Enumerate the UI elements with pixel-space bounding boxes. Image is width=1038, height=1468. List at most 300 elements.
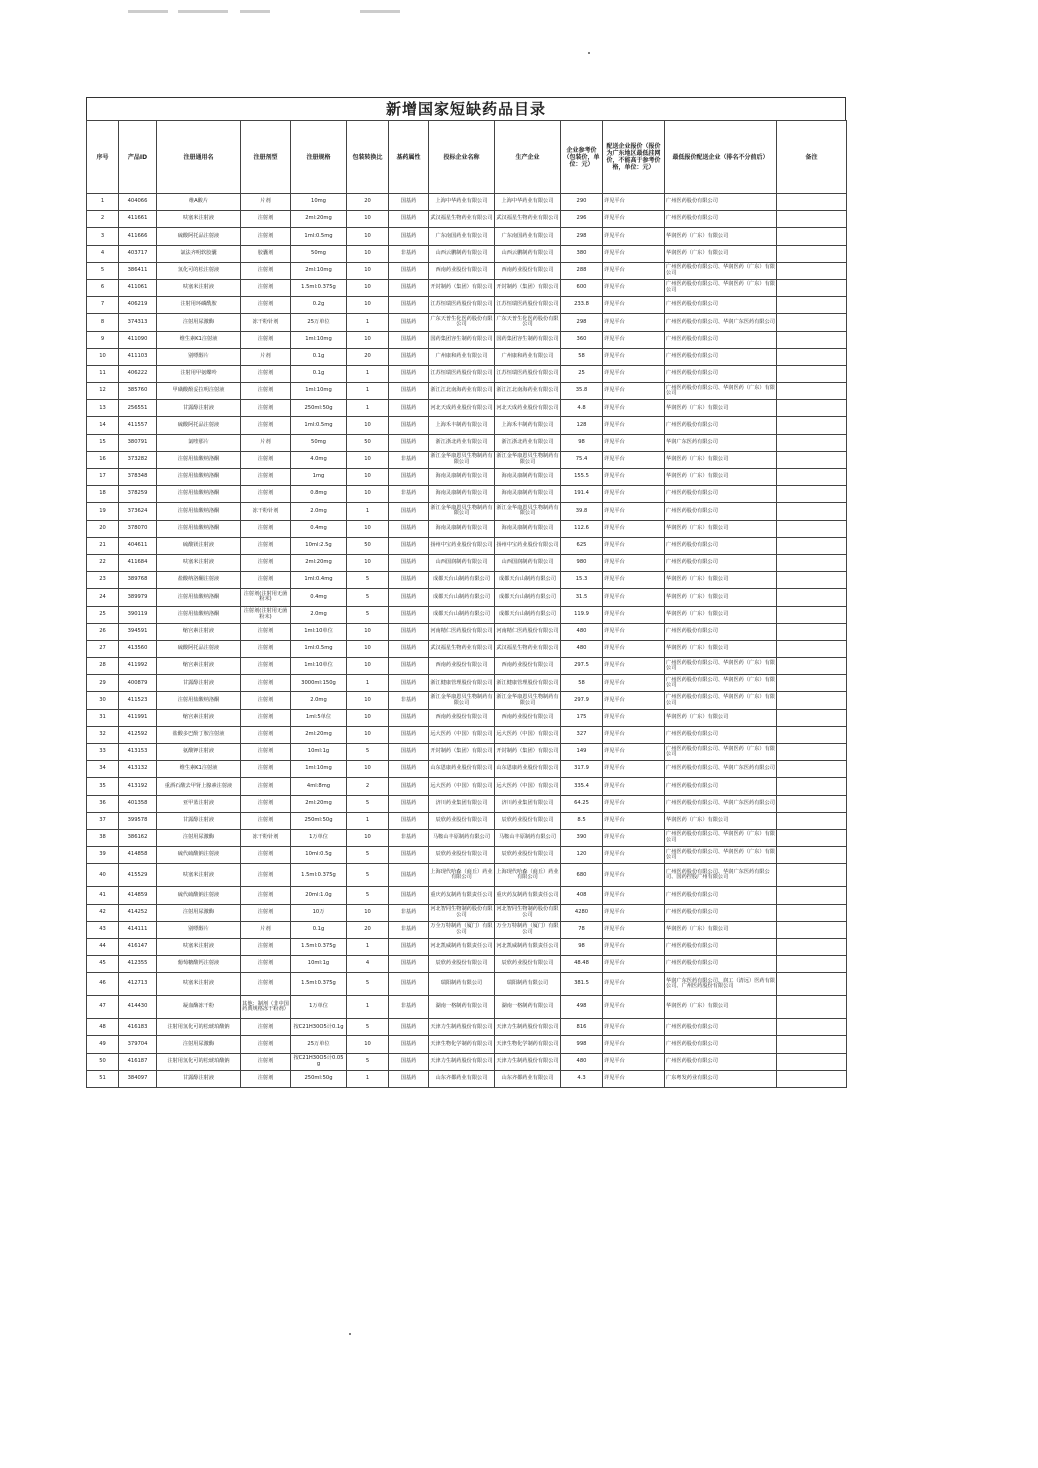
table-cell: 广州医药股份有限公司、华润医药（广东）有限公司 [665,847,777,864]
table-cell: 详见平台 [603,973,665,996]
table-cell: 10 [347,245,389,262]
table-cell: 43 [87,921,119,938]
table-cell: 注射剂 [241,486,291,503]
table-cell: 注射用尿激酶 [157,1036,241,1053]
table-cell: 1ml:0.5mg [291,228,347,245]
column-header: 配送企业报价（报价为广东地区最低挂网价，不能高于参考价格，单位：元） [603,121,665,194]
table-cell: 详见平台 [603,744,665,761]
table-cell: 湖南一格制药有限公司 [429,996,495,1019]
table-cell: 详见平台 [603,709,665,726]
table-cell: 4.0mg [291,451,347,468]
table-cell: 33 [87,744,119,761]
table-cell: 重庆药友制药有限责任公司 [495,887,561,904]
table-cell: 辰欣药业股份有限公司 [495,847,561,864]
table-cell: 414859 [119,887,157,904]
table-cell: 河北天成药业股份有限公司 [495,400,561,417]
table-cell: 详见平台 [603,1019,665,1036]
table-cell: 国基药 [389,194,429,211]
table-cell: 成都天台山制药有限公司 [495,572,561,589]
table-cell: 注射用盐酸纳洛酮 [157,520,241,537]
table-cell: 380791 [119,434,157,451]
table-cell: 广州医药股份有限公司 [665,1053,777,1070]
table-cell [777,348,847,365]
table-cell: 国基药 [389,744,429,761]
table-cell: 10 [347,904,389,921]
table-cell: 1 [347,938,389,955]
table-cell: 10ml:2.5g [291,537,347,554]
table-cell: 1 [347,1070,389,1087]
table-cell: 24 [87,589,119,606]
table-cell: 58 [561,348,603,365]
table-cell: 416147 [119,938,157,955]
table-row [87,829,847,846]
table-cell: 注射剂 [241,956,291,973]
table-cell: 开封制药（集团）有限公司 [495,279,561,296]
table-cell: 万全万特制药（厦门）有限公司 [429,921,495,938]
table-cell: 48 [87,1019,119,1036]
table-cell: 详见平台 [603,904,665,921]
table-cell [777,1070,847,1087]
table-cell: 10 [347,640,389,657]
table-cell: 浙江金华康恩贝生物制药有限公司 [495,692,561,709]
table-cell: 37 [87,812,119,829]
table-cell: 45 [87,956,119,973]
table-cell [777,973,847,996]
table-cell: 119.9 [561,606,603,623]
table-cell: 注射用盐酸纳洛酮 [157,503,241,520]
table-cell: 注射用尿激酶 [157,829,241,846]
table-cell [777,726,847,743]
table-cell: 详见平台 [603,829,665,846]
table-cell: 华润医药（广东）有限公司 [665,996,777,1019]
table-cell: 5 [347,973,389,996]
table-cell [777,904,847,921]
table-cell: 河北天成药业股份有限公司 [429,400,495,417]
table-cell: 凝血酶冻干粉 [157,996,241,1019]
table-cell: 注射剂 [241,365,291,382]
table-row [87,554,847,571]
table-cell: 40 [87,864,119,887]
table-cell: 呋塞米注射液 [157,973,241,996]
table-cell: 413560 [119,640,157,657]
table-row [87,503,847,520]
table-cell: 注射剂 [241,812,291,829]
table-cell: 硫代硫酸钠注射液 [157,887,241,904]
table-cell: 按C21H30O5计0.05g [291,1053,347,1070]
table-cell: 维生素K1注射液 [157,761,241,778]
table-cell: 非基药 [389,829,429,846]
table-cell [777,383,847,400]
table-cell: 50 [87,1053,119,1070]
table-cell: 华润广东医药有限公司、润工（清远）医药有限公司、广州医药股份有限公司 [665,973,777,996]
table-cell: 404611 [119,537,157,554]
table-cell: 广州医药股份有限公司 [665,1019,777,1036]
table-cell: 注射用氢化可的松琥珀酸钠 [157,1053,241,1070]
table-cell: 379704 [119,1036,157,1053]
table-cell: 武汉福星生物药业有限公司 [429,640,495,657]
table-cell: 注射剂 [241,383,291,400]
table-cell: 5 [347,847,389,864]
table-cell: 注射剂 [241,692,291,709]
table-cell: 非基药 [389,692,429,709]
table-cell: 国基药 [389,314,429,331]
table-cell: 5 [347,606,389,623]
table-cell: 广州医药股份有限公司、华润医药（广东）有限公司 [665,279,777,296]
table-cell: 西南药业股份有限公司 [429,709,495,726]
table-cell: 冻干粉针剂 [241,314,291,331]
table-cell: 2.0mg [291,606,347,623]
table-cell: 2.0mg [291,503,347,520]
table-cell [777,554,847,571]
table-cell: 广州医药股份有限公司、华润医药（广东）有限公司 [665,262,777,279]
table-cell [777,331,847,348]
table-cell: 其他：制剂（非中国药典规格冻干粉剂） [241,996,291,1019]
table-cell: 西南药业股份有限公司 [495,262,561,279]
table-cell: 详见平台 [603,279,665,296]
table-cell: 30 [87,692,119,709]
table-cell: 甘露醇注射液 [157,812,241,829]
table-cell: 23 [87,572,119,589]
table-cell: 386162 [119,829,157,846]
table-cell: 298 [561,314,603,331]
table-row [87,211,847,228]
table-cell: 10 [347,692,389,709]
table-cell: 详见平台 [603,996,665,1019]
table-row [87,417,847,434]
table-cell: 411557 [119,417,157,434]
table-cell: 海南灵康制药有限公司 [495,520,561,537]
table-cell: 河北凯威制药有限责任公司 [495,938,561,955]
table-cell: 389768 [119,572,157,589]
table-row [87,434,847,451]
table-cell: 42 [87,904,119,921]
table-cell [777,451,847,468]
table-cell: 19 [87,503,119,520]
table-cell: 注射剂 [241,520,291,537]
table-cell: 上海现代哈森（商丘）药业有限公司 [495,864,561,887]
table-cell: 广州医药股份有限公司 [665,938,777,955]
table-row [87,606,847,623]
table-cell: 411992 [119,658,157,675]
table-cell: 1ml:10单位 [291,658,347,675]
table-cell: 呋塞米注射液 [157,211,241,228]
table-cell: 浙江金华康恩贝生物制药有限公司 [429,451,495,468]
table-row [87,331,847,348]
table-cell: 1ml:10mg [291,331,347,348]
table-cell: 成都天台山制药有限公司 [495,606,561,623]
table-cell: 详见平台 [603,520,665,537]
table-cell: 1ml:10单位 [291,623,347,640]
table-cell: 广州医药股份有限公司 [665,904,777,921]
table-cell: 413192 [119,778,157,795]
table-cell [777,692,847,709]
table-cell: 葡萄糖酸钙注射液 [157,956,241,973]
table-cell: 0.4mg [291,589,347,606]
table-cell: 广州医药股份有限公司 [665,331,777,348]
table-cell: 注射剂 [241,709,291,726]
table-cell: 浙江江北南海药业有限公司 [429,383,495,400]
table-row [87,812,847,829]
table-cell [777,194,847,211]
table-cell: 国基药 [389,973,429,996]
table-cell: 非基药 [389,245,429,262]
table-cell: 详见平台 [603,887,665,904]
table-cell: 406219 [119,297,157,314]
table-cell [777,228,847,245]
table-cell: 5 [347,589,389,606]
table-cell: 广州医药股份有限公司 [665,486,777,503]
table-cell: 详见平台 [603,314,665,331]
table-cell: 78 [561,921,603,938]
table-cell: 浙江金华康恩贝生物制药有限公司 [429,692,495,709]
table-cell: 250ml:50g [291,812,347,829]
table-cell: 1ml:0.5mg [291,640,347,657]
table-cell: 256551 [119,400,157,417]
table-cell: 远大医药（中国）有限公司 [495,778,561,795]
table-cell: 河南精仁医药股份有限公司 [495,623,561,640]
table-cell: 详见平台 [603,554,665,571]
table-cell: 注射剂 [241,973,291,996]
table-row [87,469,847,486]
table-cell: 广州医药股份有限公司、华润医药（广东）有限公司 [665,829,777,846]
table-cell: 国基药 [389,503,429,520]
table-cell: 21 [87,537,119,554]
table-cell: 413132 [119,761,157,778]
table-cell: 注射剂 [241,262,291,279]
table-cell: 120 [561,847,603,864]
table-cell: 济川药业集团有限公司 [495,795,561,812]
table-cell: 天津力生制药股份有限公司 [429,1053,495,1070]
table-cell: 5 [347,795,389,812]
table-cell: 10 [87,348,119,365]
table-cell [777,938,847,955]
table-cell: 非基药 [389,451,429,468]
table-cell: 注射用盐酸纳洛酮 [157,692,241,709]
table-cell: 4ml:8mg [291,778,347,795]
table-cell: 国基药 [389,537,429,554]
table-cell: 390 [561,829,603,846]
table-cell: 0.1g [291,348,347,365]
table-row [87,451,847,468]
table-cell: 2ml:20mg [291,726,347,743]
table-cell: 广州医药股份有限公司、华润医药（广东）有限公司 [665,692,777,709]
table-cell: 128 [561,417,603,434]
table-cell: 广州医药股份有限公司、华润广东医药有限公司、国药控股广州有限公司 [665,864,777,887]
table-cell: 5 [347,572,389,589]
table-cell: 注射剂 [241,795,291,812]
table-cell: 广东南国药业有限公司 [429,228,495,245]
table-cell: 浙江浙北药业有限公司 [429,434,495,451]
table-cell: 注射用盐酸纳洛酮 [157,606,241,623]
table-cell: 389979 [119,589,157,606]
table-cell: 海南灵康制药有限公司 [429,469,495,486]
table-cell: 414111 [119,921,157,938]
table-row [87,744,847,761]
table-cell: 378259 [119,486,157,503]
table-cell: 广东天普生化医药股份有限公司 [495,314,561,331]
table-cell [777,469,847,486]
table-cell: 1万单位 [291,829,347,846]
table-cell: 18 [87,486,119,503]
table-cell: 412592 [119,726,157,743]
table-cell: 武汉福星生物药业有限公司 [495,640,561,657]
table-row [87,348,847,365]
table-cell: 10 [347,228,389,245]
table-cell: 298 [561,228,603,245]
table-cell: 2ml:20mg [291,795,347,812]
table-cell: 非基药 [389,904,429,921]
table-cell: 详见平台 [603,434,665,451]
table-cell: 国基药 [389,956,429,973]
table-cell: 191.4 [561,486,603,503]
table-cell: 1 [347,383,389,400]
table-cell: 江苏恒瑞医药股份有限公司 [495,365,561,382]
table-row [87,921,847,938]
table-cell: 广州医药股份有限公司、华润医药（广东）有限公司 [665,658,777,675]
table-cell: 6 [87,279,119,296]
table-cell [777,623,847,640]
table-cell: 辰欣药业股份有限公司 [495,812,561,829]
table-cell: 华润医药（广东）有限公司 [665,469,777,486]
table-cell: 国基药 [389,262,429,279]
table-row [87,194,847,211]
table-cell: 411661 [119,211,157,228]
table-row [87,262,847,279]
table-cell [777,245,847,262]
table-cell: 非基药 [389,996,429,1019]
table-cell: 国基药 [389,434,429,451]
table-cell: 412713 [119,973,157,996]
table-cell: 详见平台 [603,400,665,417]
table-cell: 2ml:20mg [291,211,347,228]
table-cell: 10 [347,1036,389,1053]
table-cell: 武汉福星生物药业有限公司 [429,211,495,228]
table-cell: 1.5ml:0.375g [291,938,347,955]
table-cell: 10 [347,761,389,778]
table-cell: 浙江浙北药业有限公司 [495,434,561,451]
table-cell: 远大医药（中国）有限公司 [429,726,495,743]
table-cell: 480 [561,640,603,657]
table-cell [777,262,847,279]
table-cell: 河南精仁医药股份有限公司 [429,623,495,640]
table-row [87,572,847,589]
table-cell: 远大医药（中国）有限公司 [429,778,495,795]
table-cell: 浙江健康管理股份有限公司 [429,675,495,692]
table-cell: 瑞阳制药有限公司 [495,973,561,996]
table-cell: 注射剂 [241,640,291,657]
table-cell: 上海中华药业有限公司 [429,194,495,211]
table-cell: 国基药 [389,1036,429,1053]
table-cell: 5 [347,1053,389,1070]
table-cell [777,606,847,623]
table-row [87,245,847,262]
table-cell: 国基药 [389,606,429,623]
table-cell: 冻干粉针剂 [241,503,291,520]
table-cell: 氢化可的松注射液 [157,262,241,279]
table-cell: 成都天台山制药有限公司 [495,589,561,606]
table-cell: 上海禾丰制药有限公司 [495,417,561,434]
table-cell: 22 [87,554,119,571]
table-cell: 国基药 [389,383,429,400]
table-cell: 39.8 [561,503,603,520]
table-cell: 10 [347,709,389,726]
table-cell [777,589,847,606]
table-row [87,228,847,245]
table-cell: 广州医药股份有限公司、华润广东医药有限公司 [665,761,777,778]
table-cell: 缩宫素注射液 [157,623,241,640]
table-cell: 硫酸镁注射液 [157,537,241,554]
table-cell [777,640,847,657]
table-cell: 1.5ml:0.375g [291,973,347,996]
table-cell: 4.3 [561,1070,603,1087]
table-cell: 8 [87,314,119,331]
table-cell: 国基药 [389,1053,429,1070]
table-cell: 980 [561,554,603,571]
table-cell: 成都天台山制药有限公司 [429,589,495,606]
table-cell: 1 [347,996,389,1019]
table-cell: 1 [347,400,389,417]
table-cell: 注射剂 [241,904,291,921]
table-cell: 辰欣药业股份有限公司 [495,956,561,973]
table-cell [777,829,847,846]
table-cell: 西南药业股份有限公司 [495,709,561,726]
table-cell: 详见平台 [603,262,665,279]
table-cell: 288 [561,262,603,279]
table-cell: 硫代硫酸钠注射液 [157,847,241,864]
table-cell: 国基药 [389,1019,429,1036]
table-cell: 详见平台 [603,640,665,657]
table-cell: 国基药 [389,279,429,296]
table-cell: 武汉福星生物药业有限公司 [495,211,561,228]
table-cell [777,365,847,382]
table-row [87,726,847,743]
column-header: 基药属性 [389,121,429,194]
table-cell: 国基药 [389,778,429,795]
table-cell: 38 [87,829,119,846]
table-cell: 详见平台 [603,348,665,365]
table-cell: 注射用尿激酶 [157,904,241,921]
table-cell: 4 [87,245,119,262]
table-cell: 甘露醇注射液 [157,675,241,692]
table-cell: 39 [87,847,119,864]
table-cell: 瑞阳制药有限公司 [429,973,495,996]
table-cell: 20 [87,520,119,537]
table-cell: 1 [347,675,389,692]
table-cell: 硫酸阿托品注射液 [157,640,241,657]
table-cell: 400879 [119,675,157,692]
table-cell: 河北凯威制药有限责任公司 [429,938,495,955]
table-cell: 10 [347,279,389,296]
table-cell: 广州医药股份有限公司、华润广东医药有限公司 [665,314,777,331]
table-cell: 华润医药（广东）有限公司 [665,589,777,606]
table-cell: 国基药 [389,348,429,365]
table-cell: 注射剂(注射用无菌粉末) [241,589,291,606]
table-cell: 广州医药股份有限公司 [665,726,777,743]
table-cell: 天津力生制药股份有限公司 [495,1019,561,1036]
table-cell: 1ml:0.4mg [291,572,347,589]
table-cell: 414252 [119,904,157,921]
table-cell: 408 [561,887,603,904]
table-cell: 注射用尿激酶 [157,314,241,331]
table-cell: 国基药 [389,469,429,486]
table-cell [777,996,847,1019]
table-cell: 国基药 [389,640,429,657]
table-cell: 片剂 [241,921,291,938]
table-row [87,623,847,640]
table-cell: 25 [87,606,119,623]
table-cell: 1ml:0.5mg [291,417,347,434]
table-cell: 1.5ml:0.375g [291,279,347,296]
